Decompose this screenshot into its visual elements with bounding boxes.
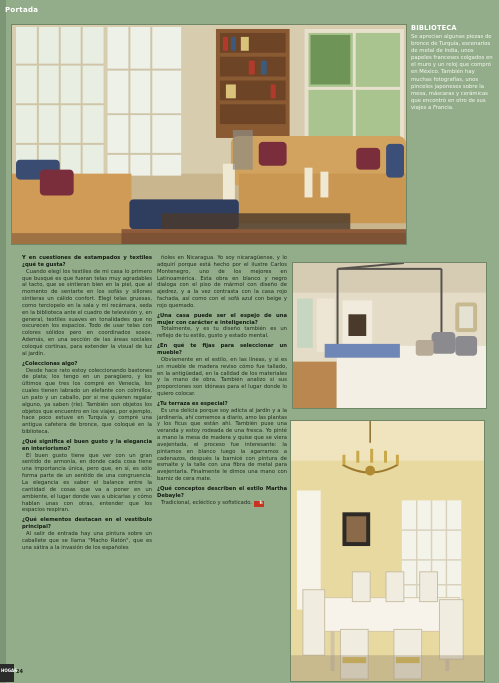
answer-6: Obviamente en el estilo, en las líneas, y si es un mueble de madera reviso cómo fue tallado, en la antigüedad, en la calidad de los materiales y la mano de obra. También analizo si sus proporciones son idóneas para el lugar donde lo quiero colocar. xyxy=(157,356,287,398)
answer-8-text: Tradicional, ecléctico y sofisticado. xyxy=(161,499,252,506)
section-label: Portada xyxy=(5,6,39,14)
question-3: ¿Qué significa el buen gusto y la elegancia en interiorismo? xyxy=(22,438,152,452)
answer-3: El buen gusto tiene que ver con un gran sentido de armonía, en donde cada cosa tiene una importancia única, pero que, en sí, es sólo forma parte de un sentido de una congruencia. La elegancia es saber el balance entre la cantidad de cosas que va a poner en un ambiente, el lugar donde vas a ubicarlas y cómo hablan unas con otras, entender que los espacios respiran. xyxy=(22,452,152,514)
answer-8 xyxy=(157,500,287,507)
answer-4: Al salir de entrada hay una pintura sobre un caballete que se llama "Macho Ratón", que es una sátira a la invasión de los españoles xyxy=(22,530,152,551)
answer-1: Cuando elegí los textiles de mi casa lo primero que busqué es que fueran telas muy agradables al tacto, que se sintieran bien en la piel, que al momento de sentarte en los sofás y sillones sintieras un cálido confort. Elegí telas gruesas, como terciopelo en la sala y mi recámara, seda en la biblioteca ante el cuadro de televisión y, en general, textiles suaves en tonalidades que no oscurecen los espacios. Todo de usar telas con colores sólidos pero en coordinados sosos. Además, en una sección de las áreas sociales coloqué cortinas, para extender la visual de luz al jardín. xyxy=(22,268,152,357)
photo-bedroom xyxy=(292,262,487,409)
article-column-1 xyxy=(22,255,152,551)
question-5: ¿Una casa puede ser el espejo de una mujer con carácter e inteligencia? xyxy=(157,312,287,326)
photo-dining-room xyxy=(290,420,485,682)
footer-magazine-tag xyxy=(0,664,18,682)
footer-tag-text: HOGAR xyxy=(1,668,18,673)
question-1: Y en cuestiones de estampados y textiles ¿qué te gusta? xyxy=(22,255,152,268)
bedroom-image xyxy=(293,263,486,408)
question-2: ¿Coleccionas algo? xyxy=(22,360,78,367)
sidebar-text: Se aprecian algunas piezas de bronce de Turquía, escenarios de metal de India, unos papeles franceses colgados en el muro y un reloj que compró en México. También hay muchas fotografías, unos pinceles japoneses sobre la mesa, máscaras y cerámicas que encontró en otro de sus viajes a Francia. xyxy=(411,34,493,111)
dining-room-image xyxy=(291,421,484,681)
question-8: ¿Qué conceptos describen el estilo Martha Debayle? xyxy=(157,486,287,499)
sidebar-title: BIBLIOTECA xyxy=(411,24,457,32)
answer-2: Desde hace rato estoy coleccionando bastones de plata; los tengo en un paragüero, y los últimos que tres los compré en Venecia, los cuales tienen labrado un elefante con colmillos, un pato y un caballo, por si me quieren regalar alguno, ya saben (ríe). También son objetos los objetos que encuentro en los viajes, por ejemplo, hace poco estuve en Turquía y compré una antigua cafetera de bronce, que coloqué en la biblioteca. xyxy=(22,367,152,436)
living-room-image xyxy=(12,25,406,244)
answer-4-continued: ñoles en Nicaragua. Yo soy nicaragüense, y lo adquirí porque está hecho por el ilustre Carlos Montenegro, uno de los mejores en Latinoamérica. Esta obra en blanco y negro dialoga con el piso de mármol con diseño de ajedrez, y a la vez contrasta con la casa rojo fachada, así como con el sofá azul con beige y rojo quemado. xyxy=(157,255,287,309)
sidebar-caption xyxy=(411,24,495,244)
page-number: 24 xyxy=(16,669,23,675)
end-mark-logo: h xyxy=(254,501,264,507)
question-7: ¿Tu terraza es especial? xyxy=(157,400,228,407)
photo-living-room xyxy=(11,24,407,245)
page-spine xyxy=(0,0,6,683)
question-6: ¿En qué te fijas para seleccionar un mueble? xyxy=(157,343,287,356)
answer-5: Totalmente, y es tu diseño también es un reflejo de tu estilo, gusto y estado mental. xyxy=(157,326,287,340)
question-4: ¿Qué elementos destacan en el vestíbulo principal? xyxy=(22,517,152,531)
answer-7: Es una delicia porque soy adicta al jardín y a la jardinería, ahí comemos a diario, amo las plantas y los ficus que están ahí. También puse una veranda y estoy rodeada de una fresca. Yo pinté a mano la mesa de madera y quise que se viera avejentada, el proceso fue interesante: la pintamos en blanco luego la agarramos a cadenazos, después la barnicé con pintura de esmalte y la talle con una fibra de metal para avejentarla. Finalmente le dimos una mano con barniz de cera mate. xyxy=(157,407,287,483)
article-column-2 xyxy=(157,255,287,507)
